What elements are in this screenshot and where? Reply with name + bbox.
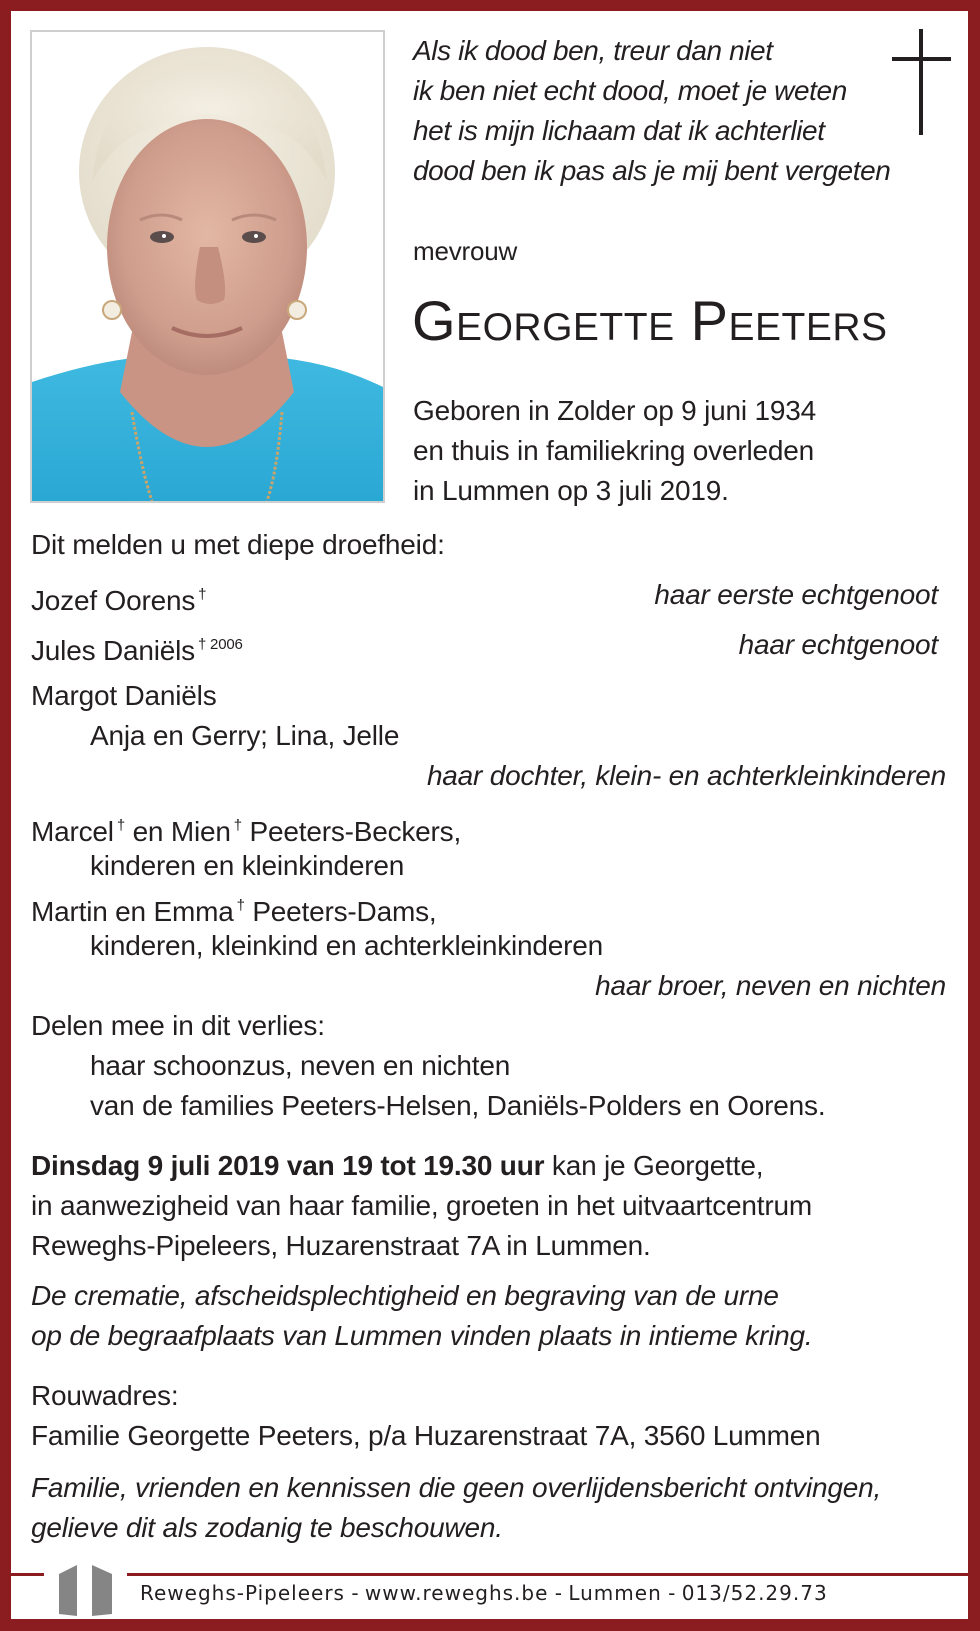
poem-line-3: het is mijn lichaam dat ik achterliet <box>413 115 825 146</box>
separator: - <box>548 1581 569 1605</box>
brother-sub-2: kinderen, kleinkind en achterkleinkinderen <box>90 930 604 961</box>
name-text: Peeters-Dams, <box>244 896 437 927</box>
notice-line-2: gelieve dit als zodanig te beschouwen. <box>31 1512 503 1543</box>
footer-contact <box>140 1581 828 1605</box>
brother-line-1 <box>31 809 461 849</box>
name-text: Marcel <box>31 816 114 847</box>
daughter-family: Anja en Gerry; Lina, Jelle <box>90 720 400 751</box>
relative-name-2 <box>31 628 243 668</box>
deceased-mark: † <box>236 897 245 914</box>
brother-line-2 <box>31 889 436 929</box>
share-sub-2: van de families Peeters-Helsen, Daniëls-Polders en Oorens. <box>90 1090 826 1121</box>
name-text: en Mien <box>124 816 231 847</box>
share-sub-1: haar schoonzus, neven en nichten <box>90 1050 511 1081</box>
deceased-mark: † 2006 <box>197 636 243 653</box>
footer-website[interactable]: www.reweghs.be <box>364 1581 549 1605</box>
deceased-name: Georgette Peeters <box>412 289 888 352</box>
share-intro: Delen mee in dit verlies: <box>31 1010 325 1041</box>
visitation-line-1 <box>31 1149 763 1183</box>
separator: - <box>661 1581 682 1605</box>
bio-line-2: en thuis in familiekring overleden <box>413 435 814 466</box>
relative-name-text: Jozef Oorens <box>31 585 196 616</box>
deceased-mark: † <box>198 586 207 603</box>
bio-line-3: in Lummen op 3 juli 2019. <box>413 475 729 506</box>
announcement-intro: Dit melden u met diepe droefheid: <box>31 529 445 560</box>
address-label: Rouwadres: <box>31 1380 179 1411</box>
relative-name-1 <box>31 578 206 618</box>
honorific: mevrouw <box>413 236 518 266</box>
footer-rule-left <box>11 1573 44 1576</box>
separator: - <box>344 1581 365 1605</box>
footer-city: Lummen <box>568 1581 662 1605</box>
footer-rule-right <box>127 1573 968 1576</box>
poem-line-2: ik ben niet echt dood, moet je weten <box>413 75 847 106</box>
brother-sub-1: kinderen en kleinkinderen <box>90 850 405 881</box>
relative-name-text: Jules Daniëls <box>31 635 195 666</box>
visitation-line-2: in aanwezigheid van haar familie, groeten in het uitvaartcentrum <box>31 1190 812 1221</box>
bio-line-1: Geboren in Zolder op 9 juni 1934 <box>413 395 816 426</box>
poem-line-1: Als ik dood ben, treur dan niet <box>413 35 773 66</box>
poem-line-4: dood ben ik pas als je mij bent vergeten <box>413 155 891 186</box>
daughter-relation: haar dochter, klein- en achterkleinkinderen <box>426 760 946 791</box>
notice-line-1: Familie, vrienden en kennissen die geen overlijdensbericht ontvingen, <box>31 1472 882 1503</box>
cross-horizontal <box>892 57 951 61</box>
address-value: Familie Georgette Peeters, p/a Huzarenstraat 7A, 3560 Lummen <box>31 1420 821 1451</box>
deceased-mark: † <box>233 817 242 834</box>
portrait-photo <box>30 30 385 503</box>
daughter-name: Margot Daniëls <box>31 680 217 711</box>
visitation-line-3: Reweghs-Pipeleers, Huzarenstraat 7A in Lummen. <box>31 1230 651 1261</box>
relative-relation-2: haar echtgenoot <box>738 629 938 660</box>
ceremony-line-1: De crematie, afscheidsplechtigheid en begraving van de urne <box>31 1280 779 1311</box>
relative-relation-1: haar eerste echtgenoot <box>654 579 938 610</box>
funeral-home-logo-icon <box>56 1562 116 1618</box>
ceremony-line-2: op de begraafplaats van Lummen vinden plaats in intieme kring. <box>31 1320 813 1351</box>
footer-phone: 013/52.29.73 <box>681 1581 828 1605</box>
brother-relation: haar broer, neven en nichten <box>595 970 946 1001</box>
name-text: Martin en Emma <box>31 896 234 927</box>
footer-company: Reweghs-Pipeleers <box>140 1581 345 1605</box>
cross-vertical <box>919 29 923 135</box>
visitation-text: kan je Georgette, <box>544 1150 764 1181</box>
deceased-mark: † <box>116 817 125 834</box>
name-text: Peeters-Beckers, <box>241 816 462 847</box>
visitation-datetime: Dinsdag 9 juli 2019 van 19 tot 19.30 uur <box>31 1150 545 1181</box>
